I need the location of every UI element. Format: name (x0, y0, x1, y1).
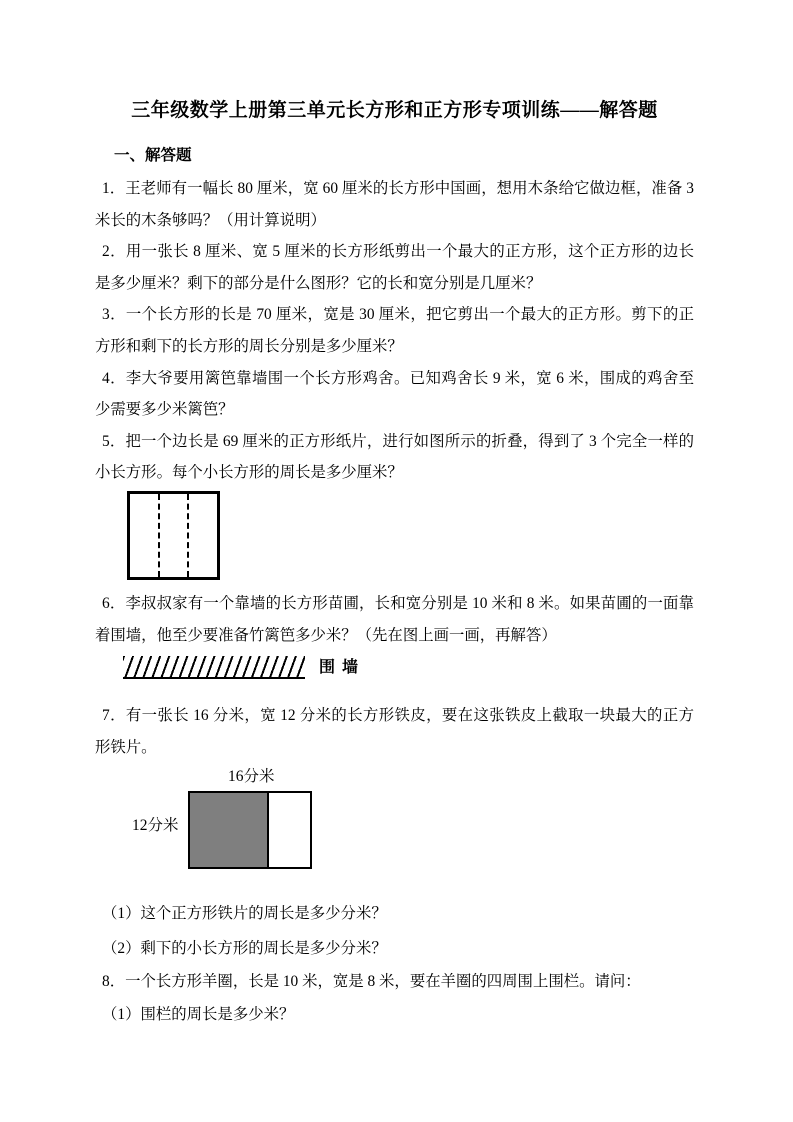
figure-wall (123, 655, 694, 679)
question-5: 5．把一个边长是 69 厘米的正方形纸片，进行如图所示的折叠，得到了 3 个完全一样的小长方形。每个小长方形的周长是多少厘米？ (95, 432, 694, 482)
figure-iron-sheet (95, 766, 694, 869)
iron-sheet-remainder (269, 793, 310, 867)
square-strip (158, 494, 188, 577)
question-3: 3．一个长方形的长是 70 厘米，宽是 30 厘米，把它剪出一个最大的正方形。剪下的正方形和剩下的长方形的周长分别是多少厘米？ (95, 306, 694, 355)
question-7: 7．有一张长 16 分米，宽 12 分米的长方形铁皮，要在这张铁皮上截取一块最大的正方形铁片。 (95, 707, 694, 756)
question-1: 1．王老师有一幅长 80 厘米，宽 60 厘米的长方形中国画，想用木条给它做边框，准备 3 米长的木条够吗？（用计算说明） (95, 180, 694, 229)
square-strip (130, 494, 158, 577)
iron-sheet-shaded-square (190, 793, 269, 867)
iron-sheet-width-label: 12分米 (132, 817, 179, 835)
question-8-sub-1: （1）围栏的周长是多少米？ (102, 1006, 295, 1024)
question-8: 8．一个长方形羊圈，长是 10 米，宽是 8 米，要在羊圈的四周围上围栏。请问： (102, 972, 641, 990)
square-strip (187, 494, 217, 577)
question-7-sub-1: （1）这个正方形铁片的周长是多少分米？ (102, 905, 387, 923)
question-2: 2．用一张长 8 厘米、宽 5 厘米的长方形纸剪出一个最大的正方形，这个正方形的边长是多少厘米？剩下的部分是什么图形？它的长和宽分别是几厘米？ (95, 243, 694, 292)
page-content (95, 0, 694, 1031)
question-4: 4．李大爷要用篱笆靠墙围一个长方形鸡舍。已知鸡舍长 9 米，宽 6 米，围成的鸡舍至少需要多少米篱笆？ (95, 369, 694, 419)
question-6: 6．李叔叔家有一个靠墙的长方形苗圃，长和宽分别是 10 米和 8 米。如果苗圃的一面靠着围墙，他至少要准备竹篱笆多少米？（先在图上画一画，再解答） (95, 594, 694, 644)
question-7-sub-2: （2）剩下的小长方形的周长是多少分米？ (102, 939, 387, 957)
wall-hatch-icon (123, 656, 305, 679)
iron-sheet-length-label: 16分米 (228, 768, 275, 786)
section-heading: 一、解答题 (114, 147, 192, 164)
figure-folded-square (127, 491, 220, 580)
page-title: 三年级数学上册第三单元长方形和正方形专项训练——解答题 (131, 100, 658, 121)
wall-label: 围墙 (319, 659, 366, 677)
iron-sheet-rectangle (188, 791, 312, 869)
